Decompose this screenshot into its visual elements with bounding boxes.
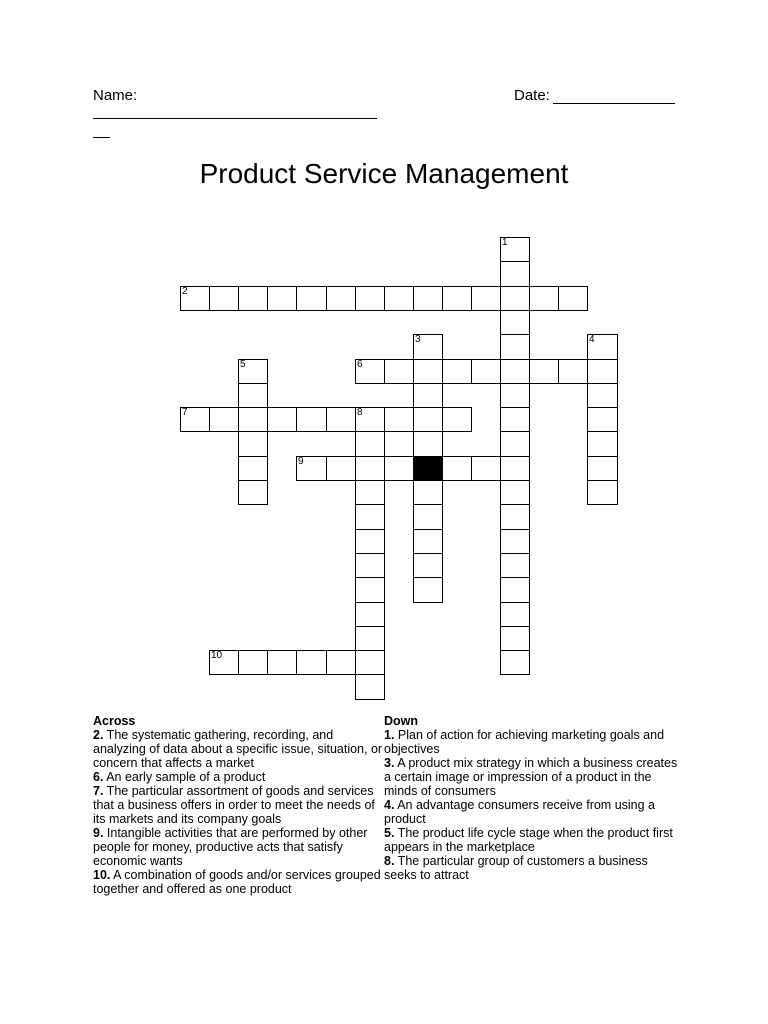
grid-cell[interactable] xyxy=(500,456,530,481)
grid-cell[interactable] xyxy=(529,359,559,384)
grid-cell[interactable] xyxy=(500,431,530,457)
grid-cell[interactable] xyxy=(587,480,618,505)
grid-cell[interactable] xyxy=(587,359,618,384)
clue-text: The particular assortment of goods and services that a business offers in order to meet the needs of its markets and its company goals xyxy=(93,784,375,826)
grid-cell[interactable] xyxy=(238,650,268,675)
grid-cell[interactable] xyxy=(500,334,530,360)
grid-cell[interactable] xyxy=(587,407,618,432)
grid-cell[interactable] xyxy=(384,359,414,384)
down-clue xyxy=(384,728,679,756)
grid-cell[interactable] xyxy=(326,650,356,675)
clue-number-label: 10. xyxy=(93,868,111,882)
clue-text: The systematic gathering, recording, and analyzing of data about a specific issue, situation, or concern that affects a market xyxy=(93,728,383,770)
grid-cell[interactable] xyxy=(500,383,530,408)
clue-number: 1 xyxy=(502,237,508,248)
grid-cell[interactable] xyxy=(500,310,530,335)
grid-cell[interactable] xyxy=(267,650,297,675)
grid-cell[interactable] xyxy=(296,456,327,481)
grid-cell[interactable] xyxy=(500,359,530,384)
clue-number-label: 7. xyxy=(93,784,104,798)
clue-number: 7 xyxy=(182,407,188,418)
clue-text: The product life cycle stage when the product first appears in the marketplace xyxy=(384,826,673,854)
grid-cell[interactable] xyxy=(500,602,530,627)
grid-cell[interactable] xyxy=(442,359,472,384)
clue-number-label: 8. xyxy=(384,854,395,868)
grid-cell[interactable] xyxy=(587,431,618,457)
grid-cell[interactable] xyxy=(355,553,385,578)
across-clue xyxy=(93,770,385,784)
grid-cell[interactable] xyxy=(500,577,530,603)
grid-cell[interactable] xyxy=(558,286,588,311)
grid-cell[interactable] xyxy=(326,456,356,481)
clue-text: An early sample of a product xyxy=(103,770,266,784)
grid-cell[interactable] xyxy=(355,674,385,700)
grid-cell[interactable] xyxy=(180,286,210,311)
grid-cell[interactable] xyxy=(238,456,268,481)
grid-cell[interactable] xyxy=(355,626,385,651)
grid-cell[interactable] xyxy=(238,383,268,408)
grid-cell[interactable] xyxy=(355,650,385,675)
grid-cell[interactable] xyxy=(355,407,385,432)
grid-cell[interactable] xyxy=(413,577,443,603)
grid-cell[interactable] xyxy=(355,577,385,603)
down-clue xyxy=(384,826,679,854)
grid-cell[interactable] xyxy=(413,334,443,360)
down-clue xyxy=(384,756,679,798)
grid-cell[interactable] xyxy=(587,456,618,481)
grid-cell[interactable] xyxy=(500,237,530,262)
grid-cell[interactable] xyxy=(209,407,239,432)
grid-cell[interactable] xyxy=(384,286,414,311)
grid-cell[interactable] xyxy=(558,359,588,384)
clue-number-label: 6. xyxy=(93,770,104,784)
grid-cell[interactable] xyxy=(500,626,530,651)
grid-cell[interactable] xyxy=(587,383,618,408)
grid-cell[interactable] xyxy=(209,286,239,311)
grid-cell[interactable] xyxy=(209,650,239,675)
grid-cell[interactable] xyxy=(296,650,327,675)
across-clue xyxy=(93,784,385,826)
grid-cell[interactable] xyxy=(413,553,443,578)
grid-cell[interactable] xyxy=(413,383,443,408)
grid-cell[interactable] xyxy=(355,602,385,627)
clue-number-label: 1. xyxy=(384,728,395,742)
clue-text: Plan of action for achieving marketing goals and objectives xyxy=(384,728,665,756)
grid-cell[interactable] xyxy=(500,286,530,311)
grid-cell[interactable] xyxy=(413,431,443,457)
grid-cell[interactable] xyxy=(471,456,501,481)
grid-cell[interactable] xyxy=(442,407,472,432)
grid-cell[interactable] xyxy=(180,407,210,432)
grid-cell[interactable] xyxy=(384,456,414,481)
across-clue xyxy=(93,826,385,868)
grid-cell[interactable] xyxy=(355,480,385,505)
date-label: Date: xyxy=(514,87,550,104)
grid-cell[interactable] xyxy=(355,529,385,554)
clue-number: 6 xyxy=(357,359,363,370)
grid-cell[interactable] xyxy=(442,286,472,311)
clue-text: Intangible activities that are performed by other people for money, productive acts that satisfy economic wants xyxy=(93,826,368,868)
grid-cell[interactable] xyxy=(238,359,268,384)
grid-cell[interactable] xyxy=(442,456,472,481)
clue-number-label: 5. xyxy=(384,826,395,840)
clue-number-label: 4. xyxy=(384,798,395,812)
clue-text: A product mix strategy in which a business creates a certain image or impression of a product in the minds of consumers xyxy=(384,756,678,798)
grid-cell[interactable] xyxy=(413,407,443,432)
grid-cell[interactable] xyxy=(500,407,530,432)
grid-cell[interactable] xyxy=(267,286,297,311)
grid-cell[interactable] xyxy=(238,480,268,505)
across-clues xyxy=(93,714,385,896)
grid-cell[interactable] xyxy=(471,286,501,311)
page-title: Product Service Management xyxy=(199,158,569,189)
clue-number: 10 xyxy=(211,650,223,661)
grid-cell[interactable] xyxy=(238,431,268,457)
clue-number-label: 3. xyxy=(384,756,395,770)
clue-number-label: 2. xyxy=(93,728,104,742)
grid-cell[interactable] xyxy=(500,480,530,505)
down-clues xyxy=(384,714,679,882)
grid-cell[interactable] xyxy=(413,504,443,530)
clue-text: The particular group of customers a business seeks to attract xyxy=(384,854,648,882)
down-clue xyxy=(384,854,679,882)
clue-text: A combination of goods and/or services grouped together and offered as one product xyxy=(93,868,381,896)
clue-number-label: 9. xyxy=(93,826,104,840)
grid-cell[interactable] xyxy=(413,286,443,311)
grid-cell[interactable] xyxy=(267,407,297,432)
grid-cell[interactable] xyxy=(355,359,385,384)
grid-cell[interactable] xyxy=(500,553,530,578)
grid-cell[interactable] xyxy=(355,286,385,311)
grid-cell[interactable] xyxy=(500,529,530,554)
clue-number: 4 xyxy=(589,334,595,345)
grid-cell[interactable] xyxy=(413,480,443,505)
grid-cell[interactable] xyxy=(500,261,530,287)
grid-cell[interactable] xyxy=(500,650,530,675)
down-clue xyxy=(384,798,679,826)
grid-cell[interactable] xyxy=(384,407,414,432)
grid-cell[interactable] xyxy=(500,504,530,530)
grid-cell[interactable] xyxy=(471,359,501,384)
grid-cell[interactable] xyxy=(326,407,356,432)
clue-number: 8 xyxy=(357,407,363,418)
grid-cell[interactable] xyxy=(413,529,443,554)
clue-number: 2 xyxy=(182,286,188,297)
grid-cell[interactable] xyxy=(355,431,385,457)
grid-cell[interactable] xyxy=(238,286,268,311)
grid-cell[interactable] xyxy=(355,504,385,530)
grid-cell[interactable] xyxy=(587,334,618,360)
grid-cell[interactable] xyxy=(296,286,327,311)
clue-text: An advantage consumers receive from using a product xyxy=(384,798,655,826)
clue-number: 3 xyxy=(415,334,421,345)
clue-number: 5 xyxy=(240,359,246,370)
down-heading: Down xyxy=(384,714,419,728)
grid-cell[interactable] xyxy=(529,286,559,311)
across-clue xyxy=(93,728,385,770)
across-heading: Across xyxy=(93,714,136,728)
grid-cell[interactable] xyxy=(238,407,268,432)
grid-cell[interactable] xyxy=(326,286,356,311)
grid-cell[interactable] xyxy=(296,407,327,432)
clue-number: 9 xyxy=(298,456,304,467)
name-label: Name: xyxy=(93,87,138,104)
black-cell xyxy=(413,456,443,481)
across-clue xyxy=(93,868,385,896)
grid-cell[interactable] xyxy=(355,456,385,481)
grid-cell[interactable] xyxy=(413,359,443,384)
